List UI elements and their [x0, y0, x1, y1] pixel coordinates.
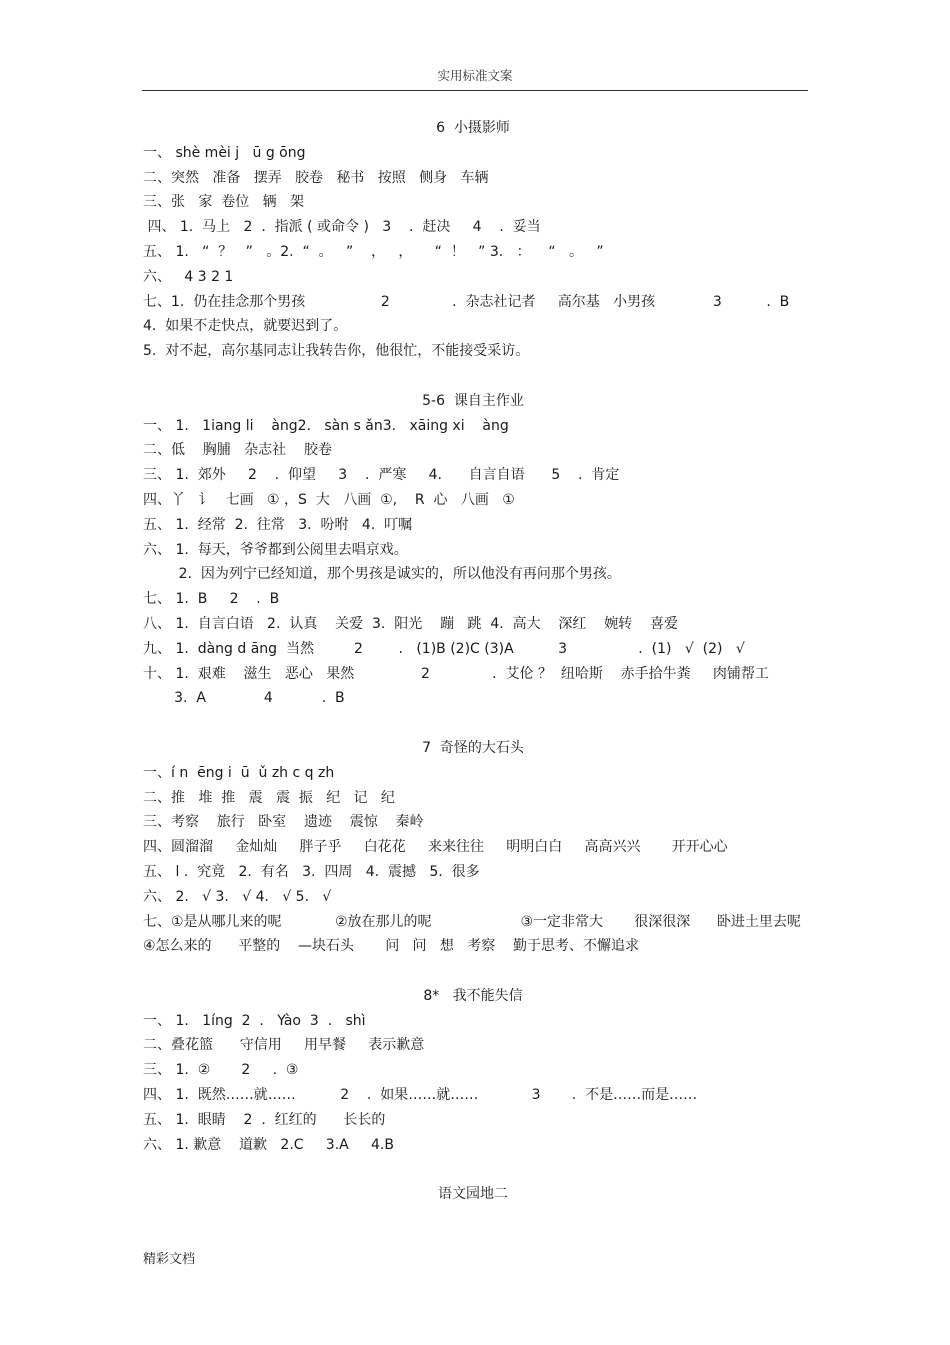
answer-line: 六、 4 3 2 1	[143, 268, 234, 285]
section-title: 8* 我不能失信	[423, 987, 523, 1004]
answer-line: 三、张 家 卷位 辆 架	[143, 194, 304, 211]
answer-line: 5. 对不起，高尔基同志让我转告你，他很忙，不能接受采访。	[143, 343, 530, 360]
answer-line: 三、考察 旅行 卧室 遗迹 震惊 秦岭	[143, 814, 424, 831]
answer-line: 3. A 4 . B	[143, 690, 345, 707]
answer-line: 七、1. 仍在挂念那个男孩 2 . 杂志社记者 高尔基 小男孩 3 . B	[143, 293, 790, 310]
answer-line: ④怎么来的 平整的 —块石头 问 问 想 考察 勤于思考、不懈追求	[143, 938, 640, 955]
answer-line: 六、 1. 每天，爷爷都到公阅里去唱京戏。	[143, 541, 408, 558]
page-footer: 精彩文档	[143, 1252, 196, 1267]
answer-line: 九、 1. dàng d āng 当然 2 . (1)B (2)C (3)A 3 . (1) √ (2) √	[143, 640, 745, 657]
answer-line: 三、 1. ② 2 . ③	[143, 1062, 299, 1079]
answer-line: 4. 如果不走快点，就要迟到了。	[143, 318, 348, 335]
answer-line: 一、í n ēng i ū ǔ zh c q zh	[143, 764, 335, 781]
answer-line: 五、 1. 眼睛 2 . 红红的 长长的	[143, 1111, 386, 1128]
answer-line: 四、圆溜溜 金灿灿 胖子乎 白花花 来来往往 明明白白 高高兴兴 开开心心	[143, 839, 728, 856]
answer-line: 一、 1. 1iang li àng2. sàn s ǎn3. xāing xi àng	[143, 417, 509, 434]
page-header: 实用标准文案	[437, 68, 513, 83]
answer-line: 四、 1. 既然……就…… 2 . 如果……就…… 3 . 不是……而是……	[143, 1087, 698, 1104]
section-title: 5-6 课自主作业	[422, 392, 524, 409]
section-spacer	[143, 711, 813, 736]
answer-line: 六、 2. √ 3. √ 4. √ 5. √	[143, 888, 332, 905]
answer-line: 二、叠花篮 守信用 用早餐 表示歉意	[143, 1037, 425, 1054]
answer-line: 六、 1. 歉意 道歉 2.C 3.A 4.B	[143, 1136, 394, 1153]
section-spacer	[143, 959, 813, 984]
answer-line: 二、推 堆 推 震 震 振 纪 记 纪	[143, 789, 395, 806]
section-title: 7 奇怪的大石头	[422, 739, 524, 756]
answer-line: 二、低 胸脯 杂志社 胶卷	[143, 442, 332, 459]
answer-line: 八、 1. 自言白语 2. 认真 关爱 3. 阳光 蹦 跳 4. 高大 深红 婉转 喜爱	[143, 615, 678, 632]
answer-line: 十、 1. 艰难 滋生 恶心 果然 2 . 艾伦 ？ 纽哈斯 赤手拾牛粪 肉铺帮工	[143, 665, 769, 682]
answer-line: 一、 1. 1íng 2 . Yào 3 . shì	[143, 1012, 366, 1029]
answer-line: 七、 1. B 2 . B	[143, 591, 280, 608]
answer-line: 五、 1. 经常 2. 往常 3. 吩咐 4. 叮嘱	[143, 516, 413, 533]
section-spacer	[143, 1157, 813, 1182]
section-title: 6 小摄影师	[436, 120, 510, 136]
answer-line: 一、 shè mèi j ū g ōng	[143, 144, 306, 161]
header-divider	[142, 90, 808, 91]
answer-line: 七、①是从哪儿来的呢 ②放在那儿的呢 ③一定非常大 很深很深 卧进土里去呢	[143, 913, 801, 930]
answer-line: 2. 因为列宁已经知道，那个男孩是诚实的，所以他没有再问那个男孩。	[143, 566, 621, 583]
section-spacer	[143, 364, 813, 389]
answer-line: 五、 1. “ ？ ” 。2. “ 。 ” ， ， “ ！ ” 3. ： “ 。 ”	[143, 243, 604, 260]
answer-line: 四、 1. 马上 2 . 指派 ( 或命令 ) 3 . 赶决 4 . 妥当	[143, 219, 541, 236]
section-title: 语文园地二	[438, 1186, 508, 1203]
document-body	[143, 116, 813, 1207]
answer-line: 四、丫 讠 七画 ① ，S 大 八画 ①, R 心 八画 ①	[143, 491, 515, 508]
answer-line: 五、 l . 究竟 2. 有名 3. 四周 4. 震撼 5. 很多	[143, 863, 480, 880]
answer-line: 二、突然 准备 摆弄 胶卷 秘书 按照 侧身 车辆	[143, 169, 489, 186]
answer-line: 三、 1. 郊外 2 . 仰望 3 . 严寒 4. 自言自语 5 . 肯定	[143, 467, 620, 484]
